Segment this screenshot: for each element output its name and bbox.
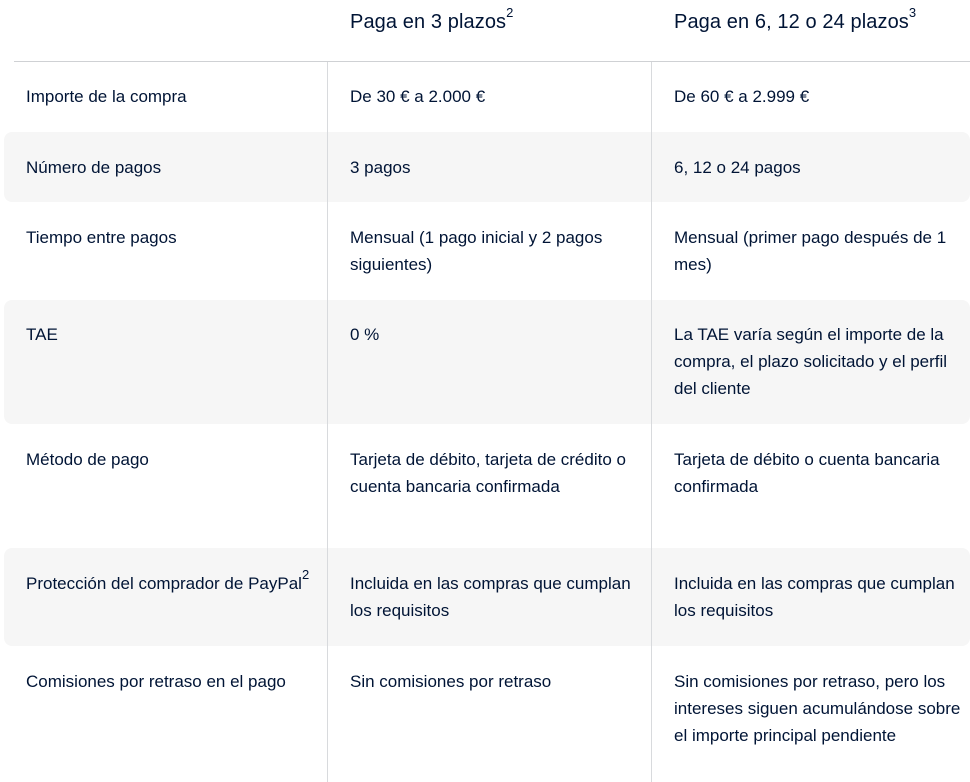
row-value-6-12-24-plazos: Tarjeta de débito o cuenta bancaria confirmada <box>674 450 940 496</box>
table-header <box>4 0 970 62</box>
footnote-ref: 2 <box>506 5 514 21</box>
row-value-6-12-24-plazos: Incluida en las compras que cumplan los requisitos <box>674 574 955 620</box>
row-label: Importe de la compra <box>26 87 187 106</box>
row-label: Tiempo entre pagos <box>26 228 177 247</box>
table-row <box>4 202 970 300</box>
row-value-3-plazos: De 30 € a 2.000 € <box>350 87 486 106</box>
row-value-3-plazos: Tarjeta de débito, tarjeta de crédito o cuenta bancaria confirmada <box>350 450 626 496</box>
row-value-6-12-24-plazos: De 60 € a 2.999 € <box>674 87 810 106</box>
column-divider <box>327 62 328 782</box>
row-label: Método de pago <box>26 450 149 469</box>
table-row <box>4 132 970 202</box>
row-label: Comisiones por retraso en el pago <box>26 672 286 691</box>
row-label: Protección del comprador de PayPal$^2$ <box>26 567 310 593</box>
row-label: TAE <box>26 325 58 344</box>
row-value-3-plazos: Mensual (1 pago inicial y 2 pagos siguientes) <box>350 228 603 274</box>
comparison-table <box>4 0 970 782</box>
row-value-3-plazos: 0 % <box>350 325 380 344</box>
footnote-ref: 3 <box>908 5 917 21</box>
row-value-6-12-24-plazos: 6, 12 o 24 pagos <box>674 158 801 177</box>
column-header-6-12-24-plazos: Paga en 6, 12 o 24 plazos$^3$ <box>674 5 917 33</box>
row-label: Número de pagos <box>26 158 162 177</box>
row-value-6-12-24-plazos: La TAE varía según el importe de la compra, el plazo solicitado y el perfil del cliente <box>674 325 948 398</box>
table-row <box>4 424 970 548</box>
table-row <box>4 62 970 132</box>
row-value-3-plazos: Sin comisiones por retraso <box>350 672 552 691</box>
row-value-6-12-24-plazos: Mensual (primer pago después de 1 mes) <box>674 228 947 274</box>
column-divider <box>651 62 652 782</box>
row-value-3-plazos: Incluida en las compras que cumplan los requisitos <box>350 574 631 620</box>
table-row <box>4 548 970 646</box>
table-row <box>4 646 970 782</box>
footnote-ref: 2 <box>301 567 310 583</box>
table-row <box>4 300 970 424</box>
row-value-3-plazos: 3 pagos <box>350 158 411 177</box>
column-header-3-plazos: Paga en 3 plazos$^2$ <box>350 5 514 33</box>
row-value-6-12-24-plazos: Sin comisiones por retraso, pero los intereses siguen acumulándose sobre el importe principal pendiente <box>674 672 961 745</box>
